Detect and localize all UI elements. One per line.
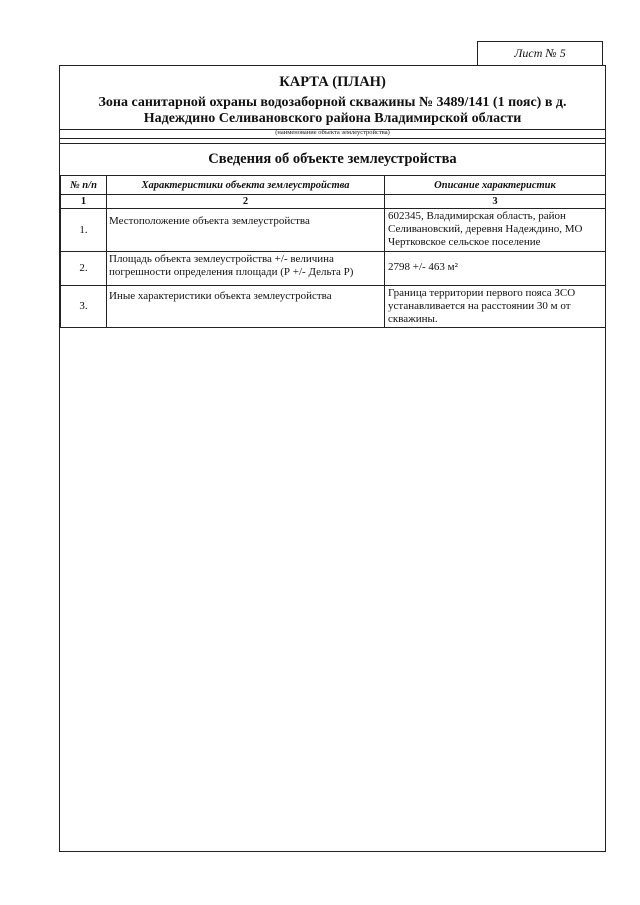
column-header-description: Описание характеристик (385, 176, 606, 195)
sheet-number-label: Лист № 5 (477, 41, 603, 65)
row-number: 2. (61, 252, 107, 286)
table-row (61, 252, 606, 286)
column-index: 1 (61, 195, 107, 209)
row-characteristic: Площадь объекта землеустройства +/- величина погрешности определения площади (Р +/- Дельта Р) (107, 252, 385, 286)
row-number: 1. (61, 209, 107, 252)
column-index-row (61, 195, 606, 209)
row-description: Граница территории первого пояса ЗСО устанавливается на расстоянии 30 м от скважины. (385, 286, 606, 328)
document-frame (59, 65, 606, 852)
table-row (61, 209, 606, 252)
table-header-row (61, 176, 606, 195)
divider (60, 143, 605, 144)
row-number: 3. (61, 286, 107, 328)
row-characteristic: Местоположение объекта землеустройства (107, 209, 385, 252)
document-subtitle: Зона санитарной охраны водозаборной скважины № 3489/141 (1 пояс) в д. Надеждино Селивановского района Владимирской области (98, 95, 567, 126)
column-header-number: № п/п (61, 176, 107, 195)
table-row (61, 286, 606, 328)
document-title: КАРТА (ПЛАН) (279, 74, 386, 90)
column-index: 3 (385, 195, 606, 209)
divider (60, 138, 605, 139)
object-caption: (наименование объекта землеустройства) (275, 129, 390, 136)
section-title: Сведения об объекте землеустройства (208, 151, 457, 167)
column-header-characteristic: Характеристики объекта землеустройства (107, 176, 385, 195)
column-index: 2 (107, 195, 385, 209)
row-characteristic: Иные характеристики объекта землеустройства (107, 286, 385, 328)
info-table (60, 175, 606, 328)
row-description: 602345, Владимирская область, район Селивановский, деревня Надеждино, МО Чертковское сельское поселение (385, 209, 606, 252)
row-description: 2798 +/- 463 м² (385, 252, 606, 286)
